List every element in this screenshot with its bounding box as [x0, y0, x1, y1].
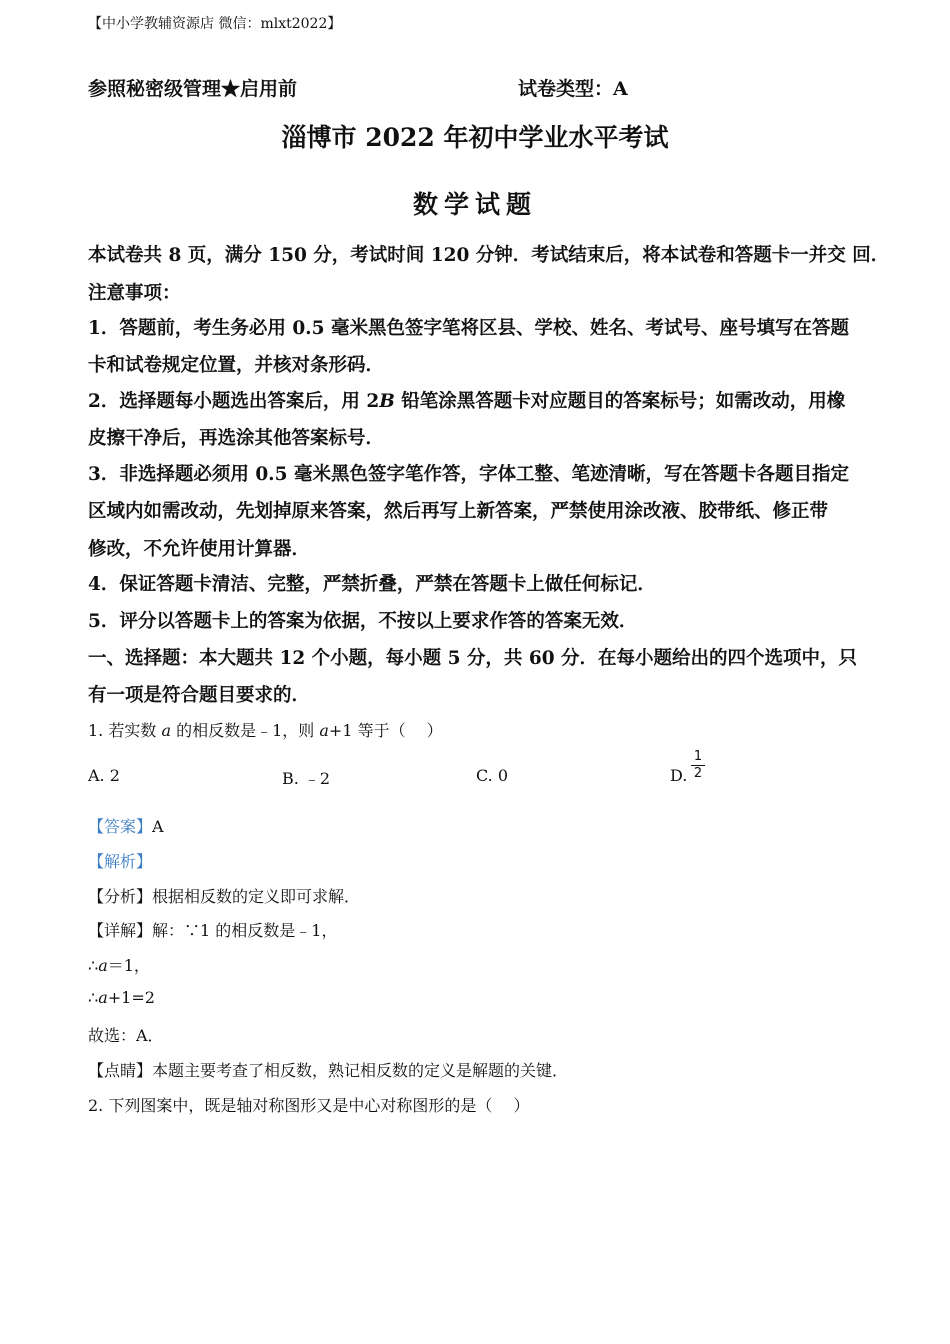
answer-tag: 【答案】: [88, 817, 153, 836]
solution-step: ∴a+1=2: [88, 988, 155, 1007]
detail-line: 【详解】解：∵1 的相反数是﹣1，: [88, 921, 338, 940]
notes-title: 注意事项：: [88, 283, 181, 304]
answer-value: A: [152, 817, 164, 836]
solution-step: ∴a＝1，: [88, 956, 150, 975]
section-heading: 一、选择题：本大题共 12 个小题，每小题 5 分，共 60 分．在每小题给出的四个选项中，只: [88, 648, 858, 669]
note-line: 修改，不允许使用计算器．: [88, 539, 311, 560]
note-line: 1．答题前，考生务必用 0.5 毫米黑色签字笔将区县、学校、姓名、考试号、座号填写在答题: [88, 318, 849, 339]
note-line: 卡和试卷规定位置，并核对条形码．: [88, 355, 385, 376]
note-line: 3．非选择题必须用 0.5 毫米黑色签字笔作答，字体工整、笔迹清晰，写在答题卡各题目指定: [88, 464, 849, 485]
exam-title: 淄博市 2022 年初中学业水平考试: [281, 123, 669, 152]
intro-text: 本试卷共 8 页，满分 150 分，考试时间 120 分钟．考试结束后，将本试卷和答题卡一并交 回．: [88, 245, 890, 266]
paper-type-label: 试卷类型：A: [518, 78, 628, 100]
option-d-fraction: [691, 750, 705, 781]
option-b: B. ﹣2: [282, 769, 331, 788]
option-a: A. 2: [88, 766, 120, 785]
secret-level-label: 参照秘密级管理★启用前: [88, 78, 298, 100]
note-line: 区域内如需改动，先划掉原来答案，然后再写上新答案，严禁使用涂改液、胶带纸、修正带: [88, 501, 829, 522]
question-2: 2. 下列图案中，既是轴对称图形又是中心对称图形的是（ ）: [88, 1096, 530, 1115]
section-heading: 有一项是符合题目要求的．: [88, 685, 311, 706]
fraction-numerator: 1: [693, 749, 703, 764]
final-choice: 故选：A．: [88, 1026, 164, 1045]
header-note: 【中小学教辅资源店 微信：mlxt2022】: [88, 16, 342, 32]
analysis-line: 【分析】根据相反数的定义即可求解．: [88, 887, 361, 906]
fraction-denominator: 2: [693, 766, 703, 781]
comment-line: 【点睛】本题主要考查了相反数，熟记相反数的定义是解题的关键．: [88, 1061, 569, 1080]
analysis-tag: 【解析】: [88, 852, 153, 871]
note-line: 皮擦干净后，再选涂其他答案标号．: [88, 428, 385, 449]
subject-title: 数学试题: [412, 190, 537, 219]
note-line: 5．评分以答题卡上的答案为依据，不按以上要求作答的答案无效．: [88, 611, 638, 632]
note-line: 2．选择题每小题选出答案后，用 2B 铅笔涂黑答题卡对应题目的答案标号；如需改动，用橡: [88, 391, 846, 412]
answer-line: [88, 814, 164, 837]
note-line: 4．保证答题卡清洁、完整，严禁折叠，严禁在答题卡上做任何标记．: [88, 574, 656, 595]
option-d: D.: [670, 766, 688, 785]
option-c: C. 0: [476, 766, 509, 785]
question-1: 1. 若实数 a 的相反数是﹣1，则 a+1 等于（ ）: [88, 721, 443, 740]
